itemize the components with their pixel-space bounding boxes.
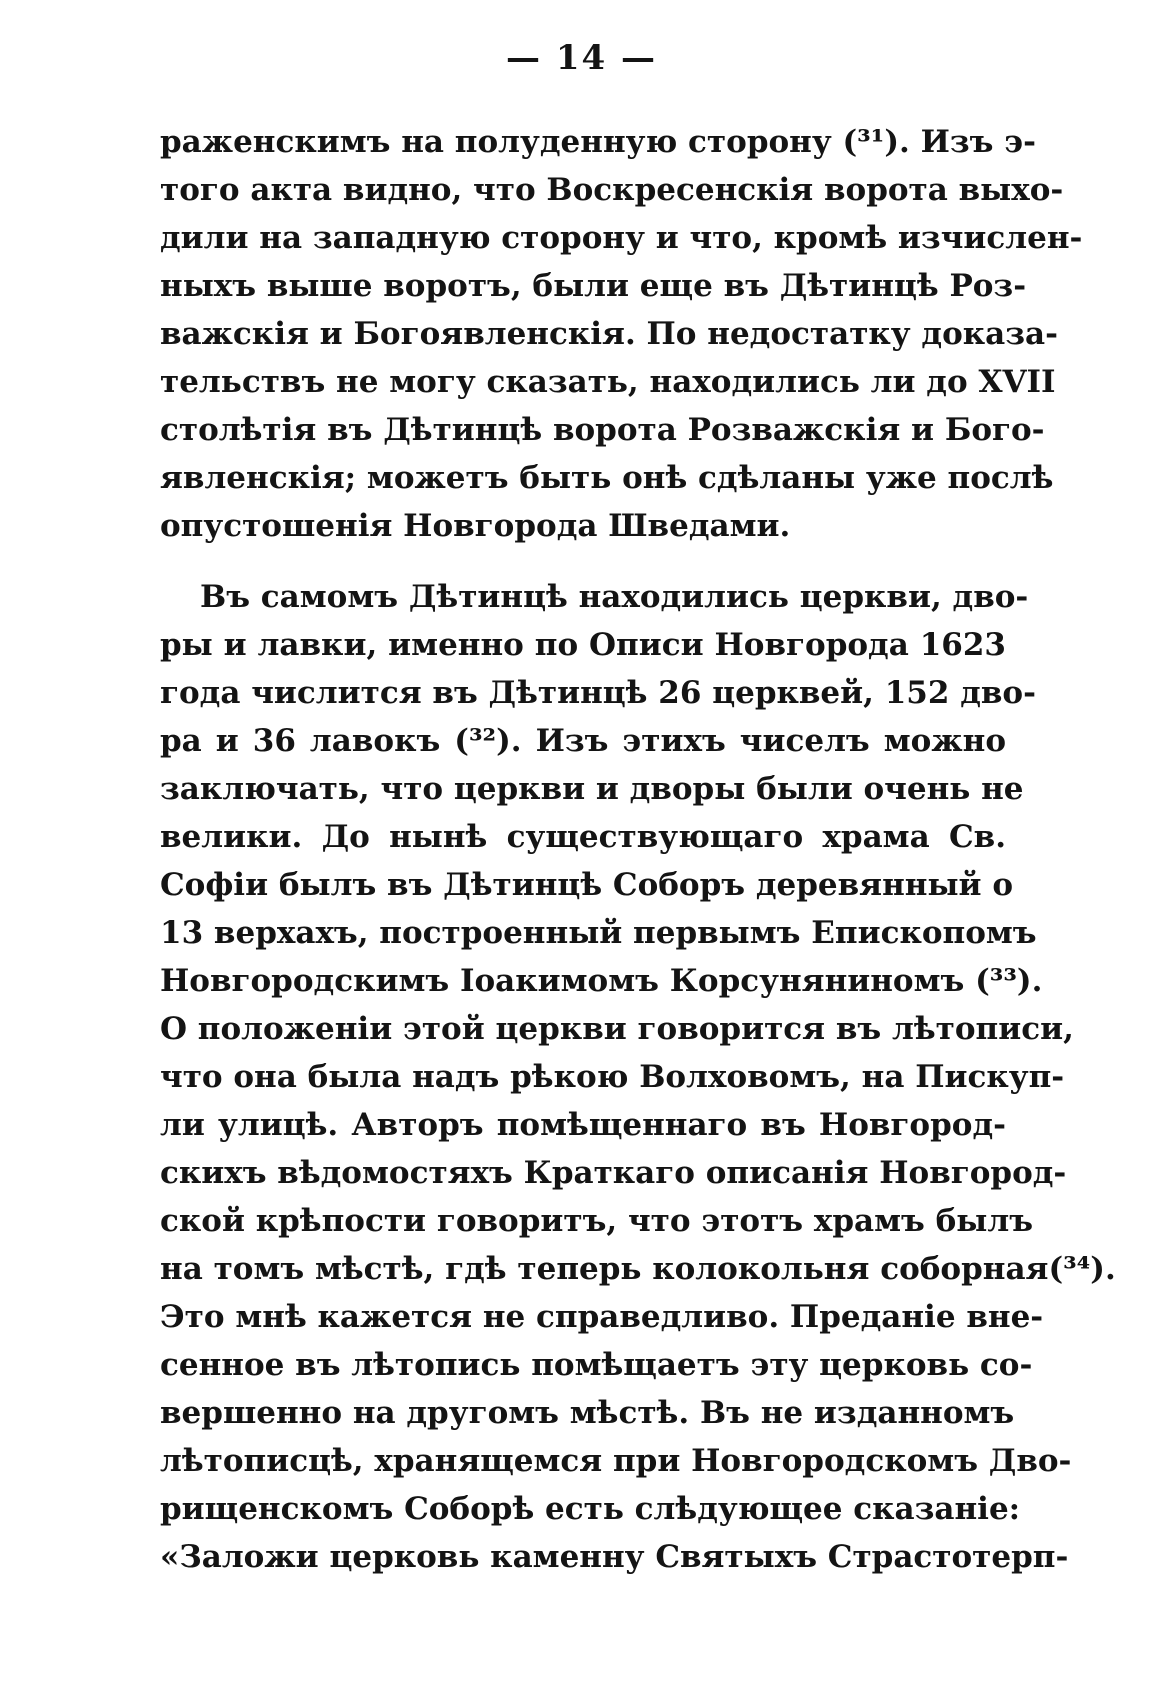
text-line: явленскія; можетъ быть онѣ сдѣланы уже послѣ (160, 460, 1054, 496)
text-line: лѣтописцѣ, хранящемся при Новгородскомъ Дво- (160, 1443, 1072, 1479)
text-line: «Заложи церковь каменну Святыхъ Страстотерп- (160, 1539, 1069, 1575)
text-line: того акта видно, что Воскресенскія ворота выхо- (160, 172, 1064, 208)
text-line: ли улицѣ. Авторъ помѣщеннаго въ Новгород- (160, 1107, 1006, 1143)
text-line: О положеніи этой церкви говорится въ лѣтописи, (160, 1011, 1074, 1047)
text-line: заключать, что церкви и дворы были очень не (160, 771, 1024, 807)
text-line: скихъ вѣдомостяхъ Краткаго описанія Новгород- (160, 1155, 1067, 1191)
text-line: ры и лавки, именно по Описи Новгорода 1623 (160, 627, 1006, 663)
text-line: тельствъ не могу сказать, находились ли до XVII (160, 364, 1056, 400)
text-line: опустошенія Новгорода Шведами. (160, 508, 791, 544)
text-line: Софіи былъ въ Дѣтинцѣ Соборъ деревянный о (160, 867, 1013, 903)
paragraph-2 (160, 573, 1116, 1581)
text-line: года числится въ Дѣтинцѣ 26 церквей, 152 дво- (160, 675, 1036, 711)
text-line: ской крѣпости говоритъ, что этотъ храмъ былъ (160, 1203, 1033, 1239)
text-line: Это мнѣ кажется не справедливо. Преданіе вне- (160, 1299, 1044, 1335)
text-line: велики. До нынѣ существующаго храма Св. (160, 819, 1006, 855)
text-line: сенное въ лѣтопись помѣщаетъ эту церковь со- (160, 1347, 1033, 1383)
text-line: на томъ мѣстѣ, гдѣ теперь колокольня соборная(³⁴). (160, 1251, 1116, 1287)
text-line: рищенскомъ Соборѣ есть слѣдующее сказаніе: (160, 1491, 1021, 1527)
text-line: ныхъ выше воротъ, были еще въ Дѣтинцѣ Роз- (160, 268, 1027, 304)
text-line: что она была надъ рѣкою Волховомъ, на Пискуп- (160, 1059, 1065, 1095)
text-line: столѣтія въ Дѣтинцѣ ворота Розважскія и Бого- (160, 412, 1045, 448)
text-line: ра и 36 лавокъ (³²). Изъ этихъ чиселъ можно (160, 723, 1006, 759)
text-line: Въ самомъ Дѣтинцѣ находились церкви, дво- (200, 579, 1029, 615)
text-line: раженскимъ на полуденную сторону (³¹). Изъ э- (160, 124, 1036, 160)
paragraph-1 (160, 118, 1083, 550)
page-number: — 14 — (506, 38, 657, 78)
text-line: 13 верхахъ, построенный первымъ Епископомъ (160, 915, 1037, 951)
text-line: дили на западную сторону и что, кромѣ изчислен- (160, 220, 1083, 256)
text-line: Новгородскимъ Іоакимомъ Корсуняниномъ (³³). (160, 963, 1043, 999)
text-line: важскія и Богоявленскія. По недостатку доказа- (160, 316, 1058, 352)
text-line: вершенно на другомъ мѣстѣ. Въ не изданномъ (160, 1395, 1015, 1431)
